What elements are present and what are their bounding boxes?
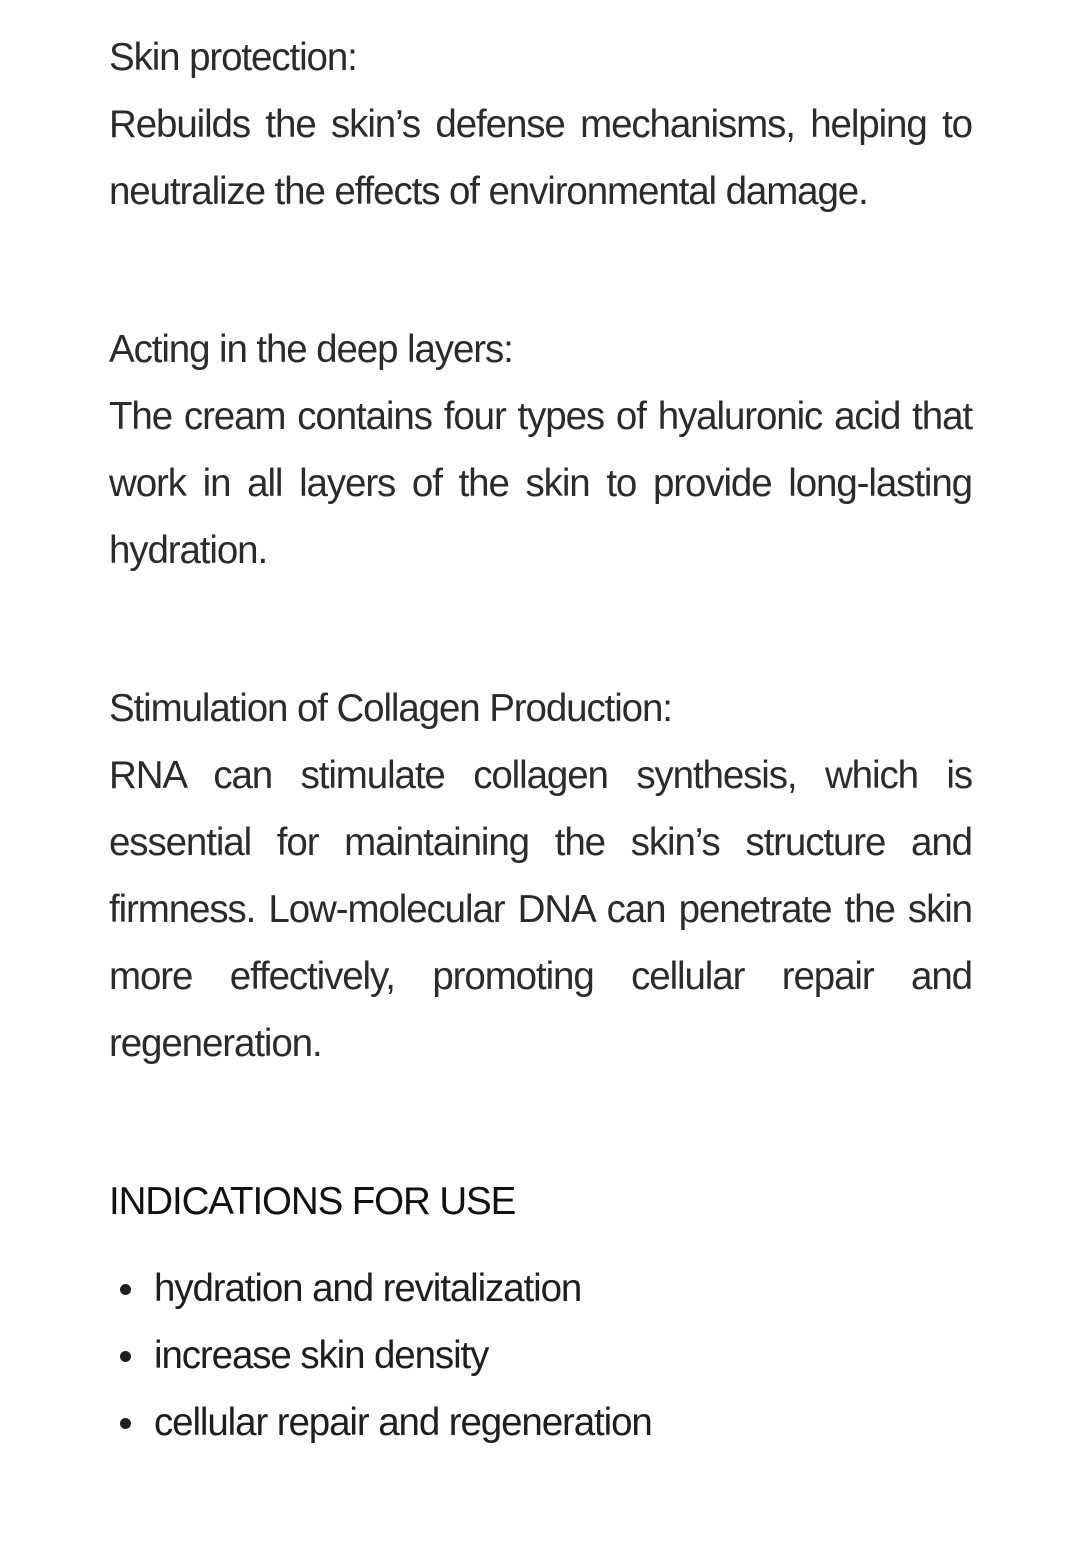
section-heading: Skin protection: (109, 36, 357, 79)
indications-title: INDICATIONS FOR USE (109, 1180, 516, 1223)
product-description (109, 24, 972, 1456)
section-deep-layers (109, 316, 972, 584)
section-text: RNA can stimulate collagen synthesis, which is essential for maintaining the skin’s structure and firmness. Low-molecular DNA can penetrate the skin more effectively, promoting cellular repair and regeneration. (109, 754, 972, 1065)
section-text: The cream contains four types of hyaluronic acid that work in all layers of the skin to provide long-lasting hydration. (109, 395, 972, 572)
section-skin-protection (109, 24, 972, 225)
indications-list (109, 1255, 972, 1456)
spacer (109, 584, 972, 675)
bullet-icon (120, 1351, 131, 1362)
list-item (109, 1389, 972, 1456)
bullet-icon (120, 1284, 131, 1295)
section-heading: Acting in the deep layers: (109, 328, 513, 371)
spacer (109, 225, 972, 316)
section-text: Rebuilds the skin’s defense mechanisms, helping to neutralize the effects of environmental damage. (109, 103, 972, 213)
spacer (109, 1077, 972, 1168)
list-item-label: cellular repair and regeneration (154, 1401, 652, 1444)
list-item-label: increase skin density (154, 1334, 489, 1377)
list-item (109, 1255, 972, 1322)
bullet-icon (120, 1418, 131, 1429)
list-item-label: hydration and revitalization (154, 1267, 582, 1310)
section-heading: Stimulation of Collagen Production: (109, 687, 672, 730)
indications-section (109, 1168, 972, 1456)
section-collagen-production (109, 675, 972, 1077)
list-item (109, 1322, 972, 1389)
